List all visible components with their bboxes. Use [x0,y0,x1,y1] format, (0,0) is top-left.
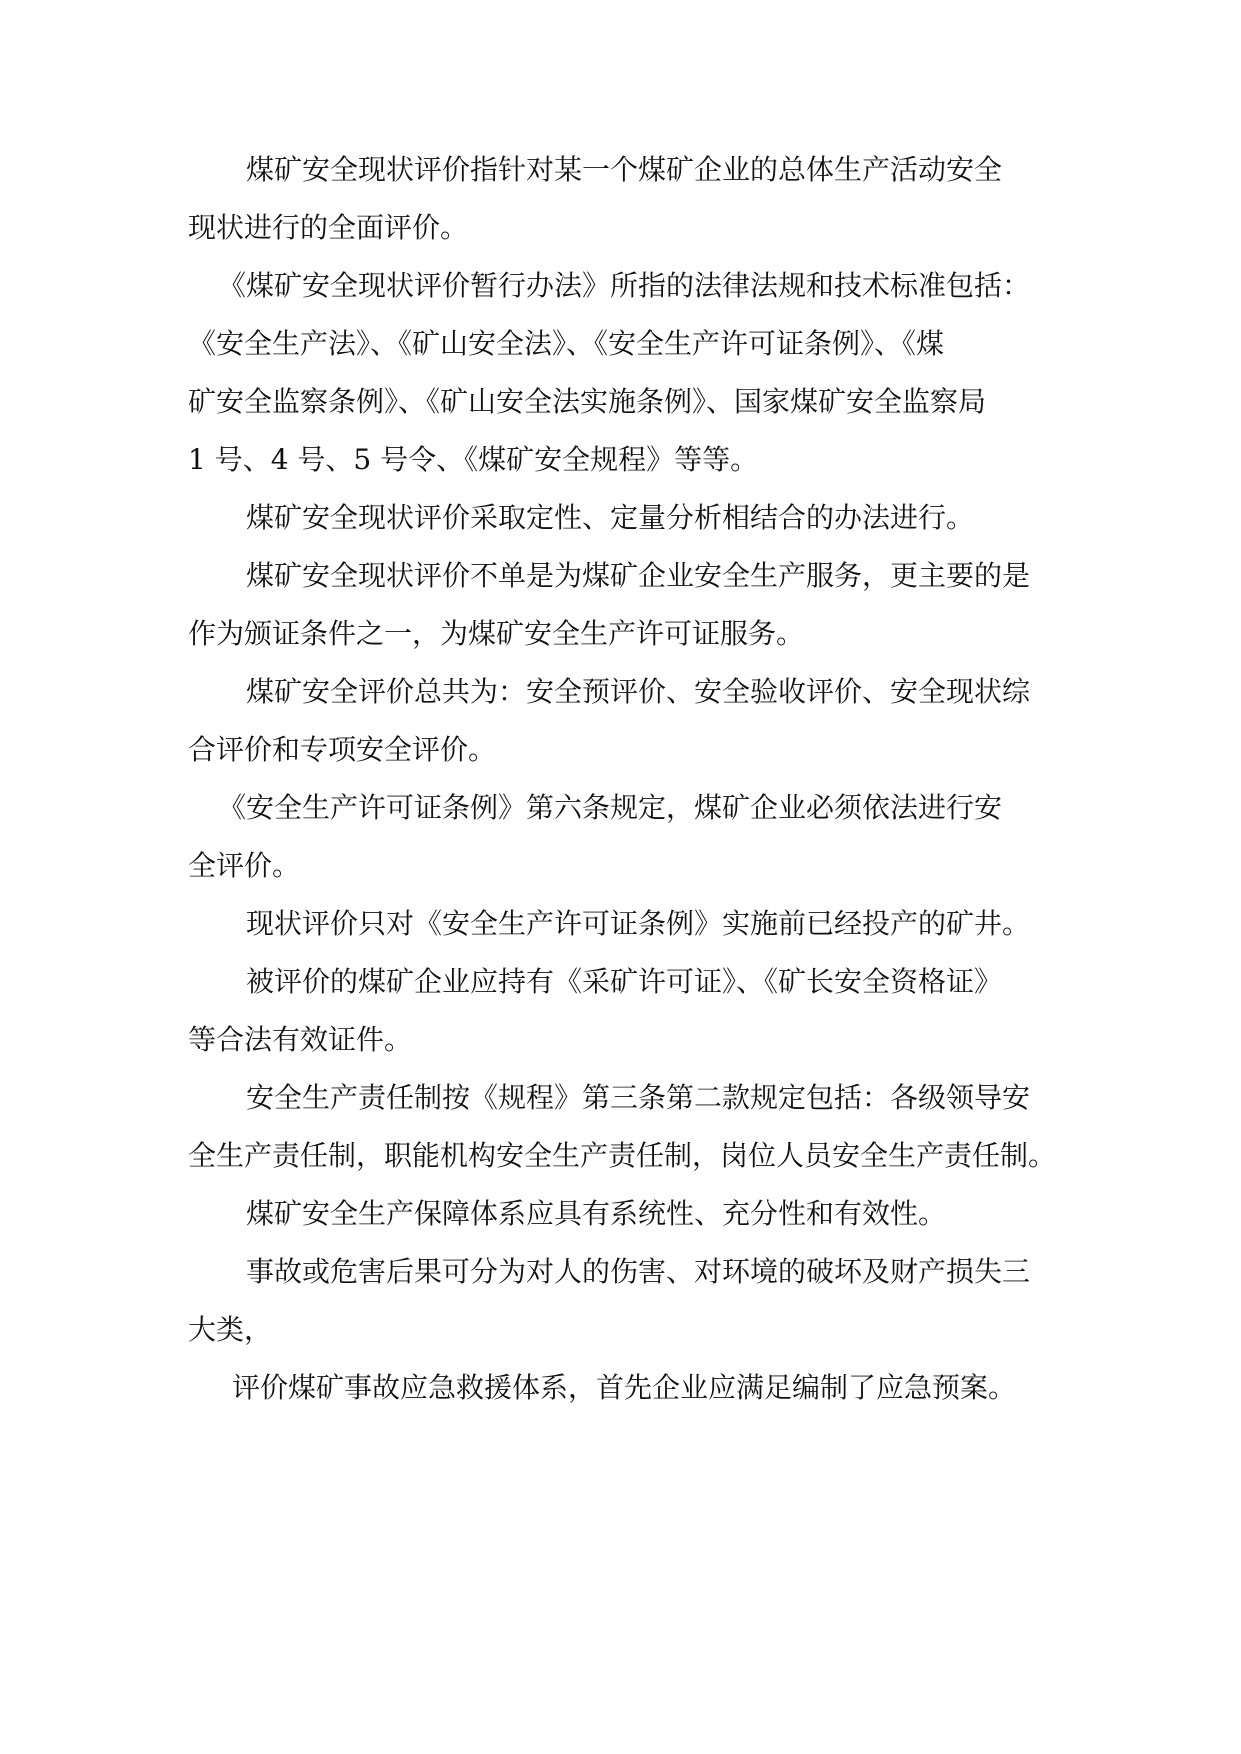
text-line: 合评价和专项安全评价。 [188,733,497,766]
text-line: 全评价。 [188,849,301,882]
text-line: 煤矿安全现状评价指针对某一个煤矿企业的总体生产活动安全 [246,153,1003,186]
text-line: 煤矿安全现状评价采取定性、定量分析相结合的办法进行。 [246,501,975,534]
text-line: 现状进行的全面评价。 [188,211,469,244]
text-line: 《安全生产许可证条例》第六条规定，煤矿企业必须依法进行安 [218,791,1003,824]
text-line: 煤矿安全现状评价不单是为煤矿企业安全生产服务，更主要的是 [246,559,1031,592]
text-line: 煤矿安全评价总共为：安全预评价、安全验收评价、安全现状综 [246,675,1031,708]
text-line: 1 号、4 号、5 号令、《煤矿安全规程》等等。 [188,443,759,476]
text-line: 评价煤矿事故应急救援体系，首先企业应满足编制了应急预案。 [232,1371,1017,1404]
text-line: 安全生产责任制按《规程》第三条第二款规定包括：各级领导安 [246,1081,1031,1114]
text-line: 现状评价只对《安全生产许可证条例》实施前已经投产的矿井。 [246,907,1031,940]
text-line: 作为颁证条件之一，为煤矿安全生产许可证服务。 [188,617,805,650]
text-line: 《煤矿安全现状评价暂行办法》所指的法律法规和技术标准包括： [218,269,1031,302]
text-line: 大类， [188,1313,273,1346]
text-line: 矿安全监察条例》、《矿山安全法实施条例》、国家煤矿安全监察局 [188,385,987,418]
text-line: 煤矿安全生产保障体系应具有系统性、充分性和有效性。 [246,1197,947,1230]
text-line: 被评价的煤矿企业应持有《采矿许可证》、《矿长安全资格证》 [246,965,1003,998]
text-line: 等合法有效证件。 [188,1023,413,1056]
text-line: 《安全生产法》、《矿山安全法》、《安全生产许可证条例》、《煤 [188,327,945,360]
text-line: 事故或危害后果可分为对人的伤害、对环境的破坏及财产损失三 [246,1255,1031,1288]
text-line: 全生产责任制，职能机构安全生产责任制，岗位人员安全生产责任制。 [188,1139,1057,1172]
